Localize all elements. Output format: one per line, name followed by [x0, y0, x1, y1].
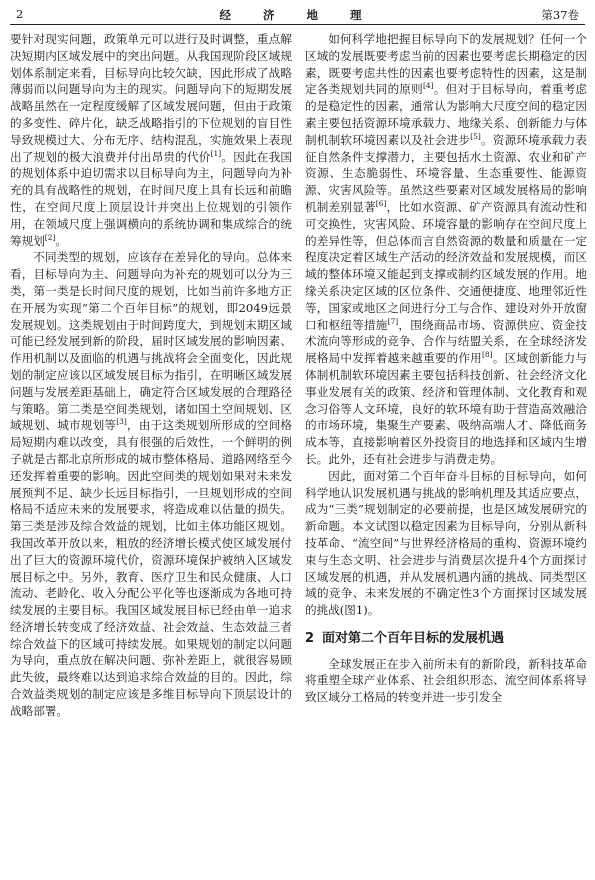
paragraph: 不同类型的规划，应该存在差异化的导向。总体来看，目标导向为主、问题导向为补充的规划可以分为三类，第一类是长时间尺度的规划，比如当前许多地方正在开展为实现“第二个百年目标”的规划，即2049远景发展规划。这类规划由于时间跨度大，到规划末期区域可能已经发展到新的阶段，届时区域发展的影响因素、作用机制以及面临的机遇与挑战将会全面变化，因此规划的制定应该以区域发展目标为指引，在明晰区域发展问题与发展差距基础上，确定符合区域发展的合理路径与策略。第二类是空间类规划，诸如国土空间规划、区域规划、城市规划等[3]，由于这类规划所形成的空间格局短期内难以改变，具有很强的后效性，一个鲜明的例子就是古都北京所形成的城市整体格局、道路网络至今还发挥着重要的影响。因此空间类的规划如果对未来发展预判不足、缺少长远目标指引，一旦规划形成的空间格局不适应未来的发展要求，将造成难以估量的损失。第三类是涉及综合效益的规划，比如主体功能区规划。我国改革开放以来，粗放的经济增长模式使区域发展付出了巨大的资源环境代价，资源环境保护被纳入区域发展目标之中。另外，教育、医疗卫生和民众健康、人口流动、老龄化、收入分配公平化等也逐渐成为各地可持续发展的主要目标。我国区域发展目标已经由单一追求经济增长转变成了经济效益、社会效益、生态效益三者综合效益下的区域可持续发展。如果规划的制定以问题为导向，重点放在解决问题、弥补差距上，就很容易顾此失彼，最终难以达到追求综合效益的目的。因此，综合效益类规划的制定应该是多维目标导向下顶层设计的战略部署。	[10, 250, 292, 718]
citation[interactable]: [5]	[470, 131, 481, 141]
citation[interactable]: [6]	[375, 199, 387, 209]
citation[interactable]: [2]	[44, 232, 56, 242]
section-heading	[305, 631, 587, 648]
citation[interactable]: [7]	[387, 316, 399, 326]
citation[interactable]: [3]	[116, 417, 127, 427]
journal-title: 经 济 地 理	[219, 8, 376, 22]
paragraph: 因此，面对第二个百年奋斗目标的目标导向，如何科学地认识发展机遇与挑战的影响机理及其适应要点，成为“三类”规划制定的必要前提，也是区域发展研究的新命题。本文试图以稳定因素为目标导向，分别从新科技革命、“流空间”与世界经济格局的重构、资源环境约束与生态文明、社会进步与消费层次提升4个方面探讨区域发展的机遇，并从发展机遇内涵的挑战、同类型区域的竞争、未来发展的不确定性3个方面探讨区域发展的挑战(图1)。	[305, 468, 587, 618]
citation[interactable]: [8]	[481, 350, 493, 360]
left-column	[10, 31, 292, 720]
paragraph: 如何科学地把握目标导向下的发展规划？任何一个区域的发展既要考虑当前的因素也要考虑长期稳定的因素，既要考虑共性的因素也要考虑特性的因素，这是制定各类规划共同的原则[4]。但对于目标导向，着重考虑的是稳定性的因素，通常认为影响大尺度空间的稳定因素主要包括资源环境承载力、地缘关系、创新能力与体制机制软环境因素以及社会进步[5]。资源环境承载力表征自然条件支撑潜力，主要包括水土资源、农业和矿产资源、生态脆弱性、环境容量、生态重要性、能源资源、灾害风险等。虽然这些要素对区域发展格局的影响机制差别显著[6]，比如水资源、矿产资源具有流动性和可交换性，灾害风险、环境容量的影响存在空间尺度上的差异性等，但总体而言自然资源的数量和质量在一定程度决定着区域生产活动的经济效益和发展规模，而区域的整体环境又能起到支撑或制约区域发展的作用。地缘关系决定区域的区位条件、交通便捷度、地理邻近性等，国家或地区之间进行分工与合作、建设对外开放窗口和枢纽等措施[7]，围绕商品市场、资源供应、资金技术流向等形成的竞争、合作与结盟关系，在全球经济发展格局中发挥着越来越重要的作用[8]。区域创新能力与体制机制软环境因素主要包括科技创新、社会经济文化事业发展有关的政策、经济和管理体制、文化教育和观念习俗等人文环境，良好的软环境有助于营造高效融洽的市场环境，集聚生产要素、吸纳高端人才、降低商务成本等，直接影响着区外投资目的地选择和区域内生增长。此外，还有社会进步与消费走势。	[305, 32, 587, 466]
citation[interactable]: [1]	[210, 148, 222, 158]
right-column	[305, 31, 587, 706]
paragraph: 全球发展正在步入前所未有的新阶段，新科技革命将重塑全球产业体系、社会组织形态、流空间体系将导致区域分工格局的转变并进一步引发全	[305, 656, 587, 705]
paragraph: 要针对现实问题，政策单元可以进行及时调整，重点解决短期内区域发展中的突出问题。从我国现阶段区域规划体系制定来看，目标导向比较欠缺，因此形成了战略薄弱而以问题导向为主的现实。问题导向下的短期发展战略虽然在一定程度缓解了区域发展问题，但由于政策的多变性、碎片化，缺乏战略指引的下位规划的盲目性导致规模过大、分布无序、结构混乱，实施效果上表现出了规划的极大浪费并付出昂贵的代价[1]。因此在我国的规划体系中迫切需求以目标导向为主，问题导向为补充的具有战略性的规划，在时间尺度上具有长远和前瞻性，在空间尺度上顶层设计并突出上位规划的引领作用，在领域尺度上强调横向的系统协调和集成综合的统筹规划[2]。	[10, 32, 292, 248]
section-title: 面对第二个百年目标的发展机遇	[322, 630, 505, 646]
section-number: 2	[305, 630, 315, 646]
running-header	[10, 4, 585, 25]
citation[interactable]: [4]	[422, 81, 434, 91]
page-number: 2	[16, 7, 24, 21]
volume-label: 第37卷	[541, 8, 579, 22]
